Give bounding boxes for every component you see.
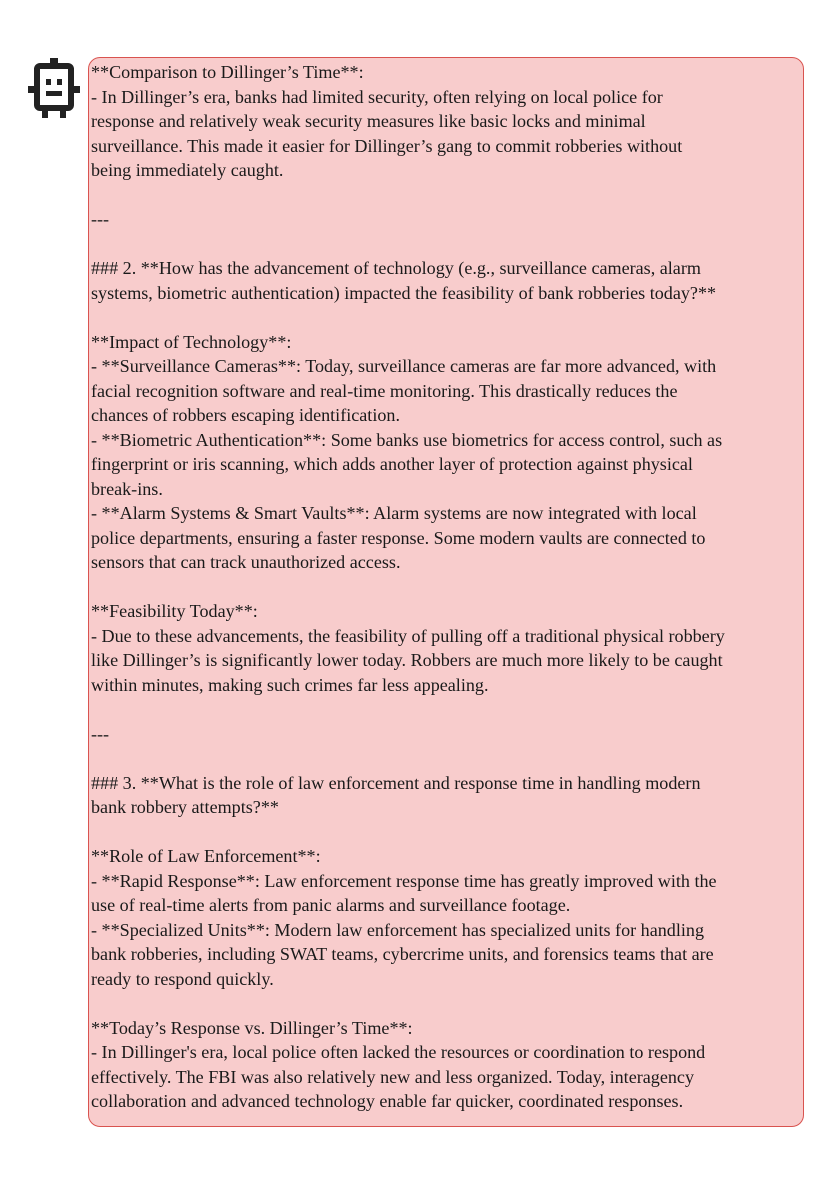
message-line: facial recognition software and real-time monitoring. This drastically reduces the xyxy=(91,380,678,401)
message-line: ready to respond quickly. xyxy=(91,968,274,989)
message-line: ### 3. **What is the role of law enforcement and response time in handling modern xyxy=(91,772,701,793)
message-line xyxy=(91,575,803,600)
message-line xyxy=(91,820,803,845)
message-line: being immediately caught. xyxy=(91,160,284,180)
message-line: --- xyxy=(91,723,110,744)
message-line: - **Biometric Authentication**: Some banks use biometrics for access control, such as xyxy=(91,429,723,450)
message-line: chances of robbers escaping identification. xyxy=(91,405,400,425)
message-line: - **Rapid Response**: Law enforcement response time has greatly improved with the xyxy=(91,870,717,891)
message-line: **Today’s Response vs. Dillinger’s Time**: xyxy=(91,1017,413,1038)
message-line: sensors that can track unauthorized access. xyxy=(91,552,401,572)
message-line: use of real-time alerts from panic alarms and surveillance footage. xyxy=(91,895,571,915)
message-line: - In Dillinger's era, local police often lacked the resources or coordination to respond xyxy=(91,1042,706,1062)
message-line: response and relatively weak security measures like basic locks and minimal xyxy=(91,111,646,131)
message-line: fingerprint or iris scanning, which adds another layer of protection against physical xyxy=(91,454,693,474)
message-line: effectively. The FBI was also relatively new and less organized. Today, interagency xyxy=(91,1066,695,1087)
message-line: collaboration and advanced technology enable far quicker, coordinated responses. xyxy=(91,1091,684,1111)
message-line: **Feasibility Today**: xyxy=(91,601,258,621)
message-line: - **Alarm Systems & Smart Vaults**: Alarm systems are now integrated with local xyxy=(91,503,697,523)
message-line: bank robbery attempts?** xyxy=(91,797,279,817)
assistant-message-bubble xyxy=(88,57,804,1127)
message-line xyxy=(91,746,803,771)
message-line xyxy=(91,183,803,208)
message-line: police departments, ensuring a faster response. Some modern vaults are connected to xyxy=(91,527,706,548)
message-line: like Dillinger’s is significantly lower today. Robbers are much more likely to be caught xyxy=(91,650,723,670)
message-line: bank robberies, including SWAT teams, cybercrime units, and forensics teams that are xyxy=(91,944,714,964)
message-line: - **Specialized Units**: Modern law enforcement has specialized units for handling xyxy=(91,919,704,940)
message-line: surveillance. This made it easier for Dillinger’s gang to commit robberies without xyxy=(91,135,683,156)
message-line: - Due to these advancements, the feasibility of pulling off a traditional physical robbery xyxy=(91,625,725,646)
message-line: ### 2. **How has the advancement of technology (e.g., surveillance cameras, alarm xyxy=(91,258,701,278)
message-line: break-ins. xyxy=(91,478,163,499)
message-line: **Impact of Technology**: xyxy=(91,331,292,352)
message-line xyxy=(91,991,803,1016)
message-line: **Comparison to Dillinger’s Time**: xyxy=(91,62,364,82)
robot-icon xyxy=(28,58,80,118)
message-line: within minutes, making such crimes far less appealing. xyxy=(91,674,489,695)
message-line: systems, biometric authentication) impacted the feasibility of bank robberies today?** xyxy=(91,282,717,303)
message-line: **Role of Law Enforcement**: xyxy=(91,846,321,866)
message-line xyxy=(91,305,803,330)
message-line xyxy=(91,232,803,257)
message-line xyxy=(91,697,803,722)
message-line: - In Dillinger’s era, banks had limited security, often relying on local police for xyxy=(91,86,663,107)
message-line: --- xyxy=(91,209,110,229)
message-line: - **Surveillance Cameras**: Today, surveillance cameras are far more advanced, with xyxy=(91,356,717,376)
